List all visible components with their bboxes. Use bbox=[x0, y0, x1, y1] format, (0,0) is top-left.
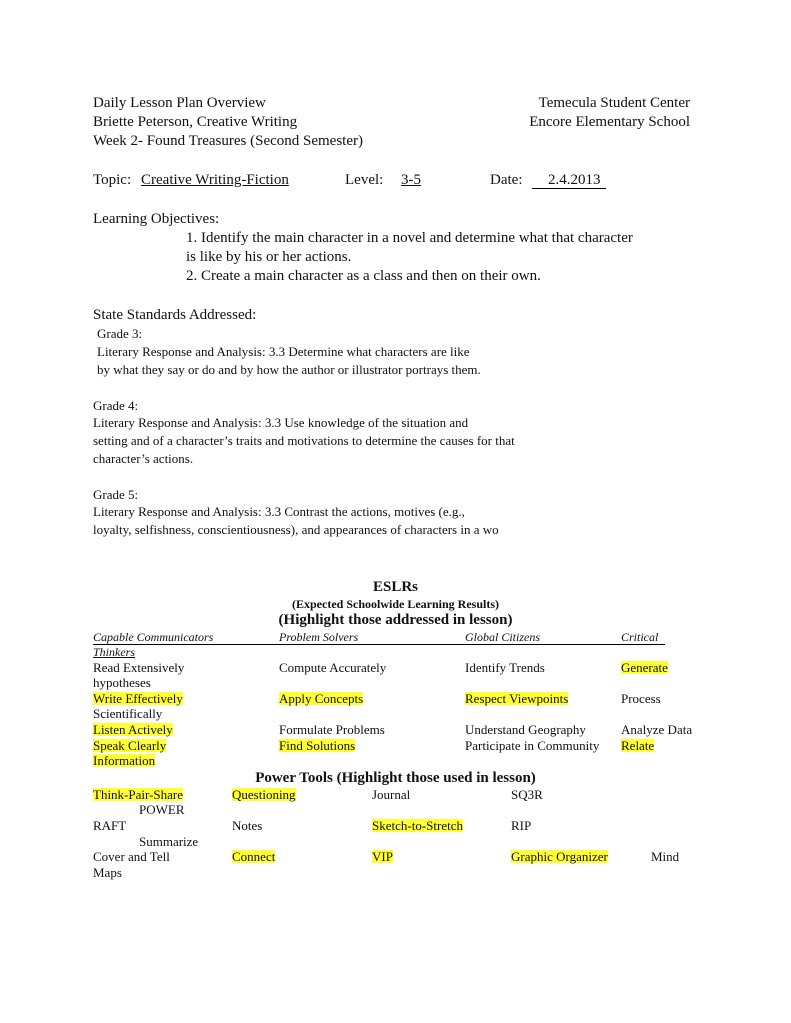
topic-value: Creative Writing-Fiction bbox=[141, 172, 289, 188]
grade-4-line-1: Literary Response and Analysis: 3.3 Use knowledge of the situation and bbox=[93, 415, 469, 430]
eslr-understand-geography: Understand Geography bbox=[465, 722, 586, 737]
tool-journal: Journal bbox=[372, 787, 411, 802]
week-label: Week 2- Found Treasures (Second Semester) bbox=[93, 133, 363, 149]
date-label: Date: bbox=[490, 172, 523, 188]
tool-mind: Mind bbox=[651, 849, 680, 864]
topic-label: Topic: bbox=[93, 172, 132, 188]
eslrs-header-underline bbox=[93, 644, 665, 645]
eslrs-subtitle: (Expected Schoolwide Learning Results) bbox=[292, 597, 499, 611]
eslr-scientifically: Scientifically bbox=[93, 706, 163, 721]
center-name: Temecula Student Center bbox=[538, 95, 690, 111]
eslr-generate: Generate bbox=[621, 660, 668, 675]
eslr-apply-concepts: Apply Concepts bbox=[279, 691, 364, 706]
eslrs-instruction: (Highlight those addressed in lesson) bbox=[278, 612, 513, 628]
tool-power: POWER bbox=[139, 802, 185, 817]
objectives-heading: Learning Objectives: bbox=[93, 211, 220, 227]
eslr-respect-viewpoints: Respect Viewpoints bbox=[465, 691, 569, 706]
eslrs-col-thinkers: Thinkers bbox=[93, 645, 135, 659]
tool-raft: RAFT bbox=[93, 818, 127, 833]
tool-notes: Notes bbox=[232, 818, 263, 833]
eslr-information: Information bbox=[93, 753, 156, 768]
standards-heading: State Standards Addressed: bbox=[93, 307, 257, 323]
eslr-process: Process bbox=[621, 691, 661, 706]
eslrs-title: ESLRs bbox=[372, 579, 419, 595]
objective-1-line-2: is like by his or her actions. bbox=[186, 249, 352, 265]
grade-4-line-3: character’s actions. bbox=[93, 451, 194, 466]
tool-cover-and-tell: Cover and Tell bbox=[93, 849, 170, 864]
grade-5-line-1: Literary Response and Analysis: 3.3 Contrast the actions, motives (e.g., bbox=[93, 504, 465, 519]
eslr-participate-in-community: Participate in Community bbox=[465, 738, 600, 753]
grade-5-label: Grade 5: bbox=[93, 487, 139, 502]
document-title: Daily Lesson Plan Overview bbox=[93, 95, 266, 111]
tool-connect: Connect bbox=[232, 849, 276, 864]
level-label: Level: bbox=[345, 172, 384, 188]
eslrs-col-global-citizens: Global Citizens bbox=[465, 630, 541, 644]
objective-1-line-1: 1. Identify the main character in a novel and determine what that character bbox=[186, 230, 633, 246]
eslr-write-effectively: Write Effectively bbox=[93, 691, 183, 706]
eslr-find-solutions: Find Solutions bbox=[279, 738, 356, 753]
grade-4-label: Grade 4: bbox=[93, 398, 139, 413]
grade-3-label: Grade 3: bbox=[97, 326, 143, 341]
tool-think-pair-share: Think-Pair-Share bbox=[93, 787, 183, 802]
eslr-hypotheses: hypotheses bbox=[93, 675, 151, 690]
teacher-name: Briette Peterson, Creative Writing bbox=[93, 114, 298, 130]
power-tools-title: Power Tools (Highlight those used in lesson) bbox=[255, 770, 536, 786]
grade-3-line-2: by what they say or do and by how the author or illustrator portrays them. bbox=[97, 362, 481, 377]
eslr-speak-clearly: Speak Clearly bbox=[93, 738, 167, 753]
eslr-identify-trends: Identify Trends bbox=[465, 660, 545, 675]
tool-maps: Maps bbox=[93, 865, 122, 880]
tool-questioning: Questioning bbox=[232, 787, 296, 802]
objective-2: 2. Create a main character as a class and then on their own. bbox=[186, 268, 541, 284]
grade-4-line-2: setting and of a character’s traits and motivations to determine the causes for that bbox=[93, 433, 515, 448]
date-value: 2.4.2013 bbox=[548, 172, 601, 188]
tool-rip: RIP bbox=[511, 818, 532, 833]
school-name: Encore Elementary School bbox=[529, 114, 690, 130]
eslrs-col-capable-communicators: Capable Communicators bbox=[93, 630, 214, 644]
eslr-listen-actively: Listen Actively bbox=[93, 722, 173, 737]
grade-5-line-2: loyalty, selfishness, conscientiousness), and appearances of characters in a wo bbox=[93, 522, 499, 537]
eslr-formulate-problems: Formulate Problems bbox=[279, 722, 385, 737]
eslr-read-extensively: Read Extensively bbox=[93, 660, 185, 675]
eslr-analyze-data: Analyze Data bbox=[621, 722, 693, 737]
eslrs-col-problem-solvers: Problem Solvers bbox=[279, 630, 359, 644]
eslr-relate: Relate bbox=[621, 738, 655, 753]
eslrs-col-critical: Critical bbox=[621, 630, 659, 644]
eslr-compute-accurately: Compute Accurately bbox=[279, 660, 387, 675]
tool-summarize: Summarize bbox=[139, 834, 199, 849]
tool-graphic-organizer: Graphic Organizer bbox=[511, 849, 608, 864]
tool-vip: VIP bbox=[372, 849, 393, 864]
tool-sq3r: SQ3R bbox=[511, 787, 543, 802]
level-value: 3-5 bbox=[401, 172, 421, 188]
date-underline bbox=[532, 188, 606, 189]
grade-3-line-1: Literary Response and Analysis: 3.3 Determine what characters are like bbox=[97, 344, 470, 359]
tool-sketch-to-stretch: Sketch-to-Stretch bbox=[372, 818, 463, 833]
